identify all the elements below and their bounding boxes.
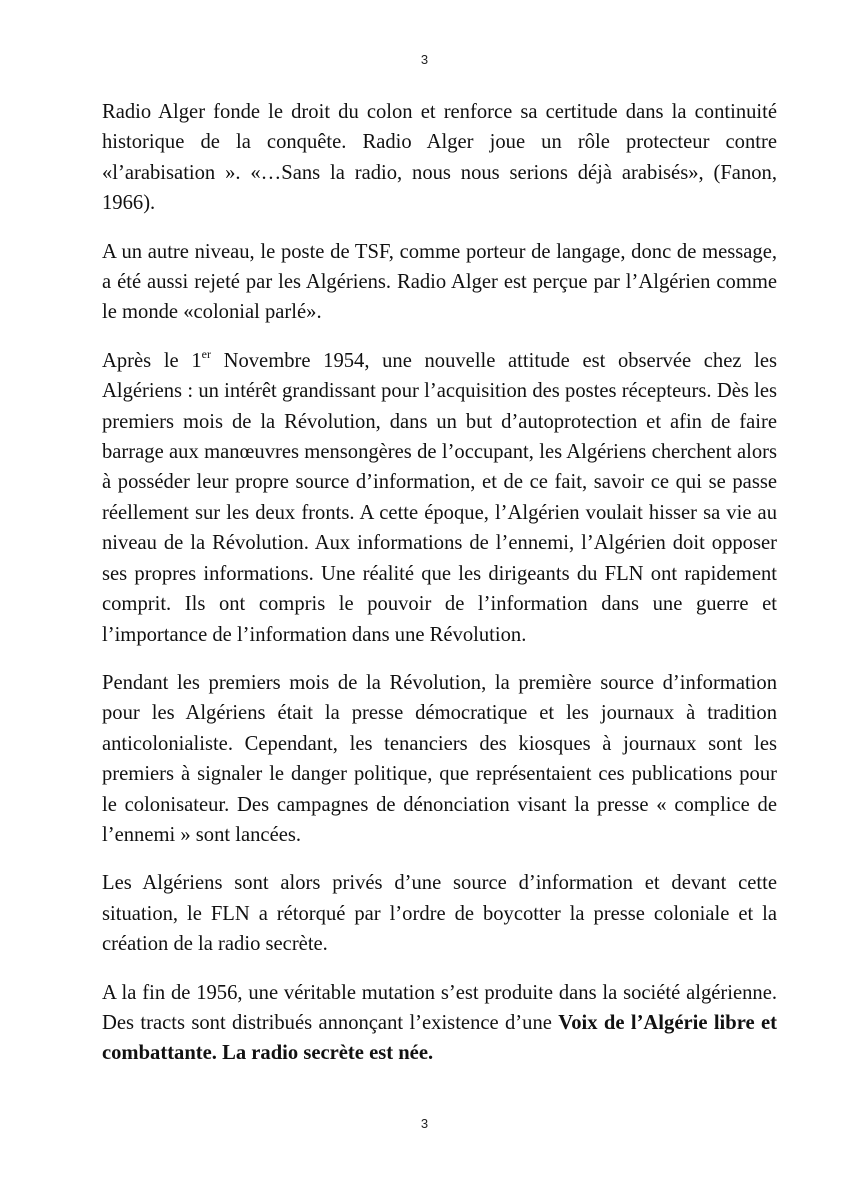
paragraph-text: A la fin de 1956, une véritable mutation s’est produite dans la société algérienne. Des tracts sont distribués annonçant l’existence d’une [102,981,777,1034]
paragraph-boycott [102,868,777,959]
paragraph-text: Pendant les premiers mois de la Révolution, la première source d’information pour les Algériens était la presse démocratique et les journaux à tradition anticolonialiste. Cependant, les tenanciers des kiosques à journaux sont les premiers à signaler le danger politique, que représentaient ces publications pour le colonisateur. Des campagnes de dénonciation visant la presse « complice de l’ennemi » sont lancées. [102,671,777,846]
paragraph-radio-alger [102,97,777,219]
page-number-bottom: 3 [420,1116,429,1131]
paragraph-text: A un autre niveau, le poste de TSF, comme porteur de langage, donc de message, a été aussi rejeté par les Algériens. Radio Alger est perçue par l’Algérien comme le monde «colonial parlé». [102,240,777,324]
paragraph-radio-secrete [102,978,777,1069]
paragraph-novembre-1954 [102,346,777,650]
document-body [102,97,777,1087]
paragraph-text: Les Algériens sont alors privés d’une source d’information et devant cette situation, le FLN a rétorqué par l’ordre de boycotter la presse coloniale et la création de la radio secrète. [102,872,777,956]
paragraph-text-start: Après le 1 [102,349,202,372]
paragraph-text-rest: Novembre 1954, une nouvelle attitude est observée chez les Algériens : un intérêt grandissant pour l’acquisition des postes récepteurs. Dès les premiers mois de la Révolution, dans un but d’autoprotection et afin de faire barrage aux manœuvres mensongères de l’occupant, les Algériens cherchent alors à posséder leur propre source d’information, et de ce fait, savoir ce qui se passe réellement sur les deux fronts. A cette époque, l’Algérien voulait hisser sa vie au niveau de la Révolution. Aux informations de l’ennemi, l’Algérien doit opposer ses propres informations. Une réalité que les dirigeants du FLN ont rapidement comprit. Ils ont compris le pouvoir de l’information dans une guerre et l’importance de l’information dans une Révolution. [102,349,778,646]
paragraph-text: Radio Alger fonde le droit du colon et renforce sa certitude dans la continuité historique de la conquête. Radio Alger joue un rôle protecteur contre «l’arabisation ». «…Sans la radio, nous nous serions déjà arabisés», (Fanon, 1966). [102,101,777,215]
paragraph-presse [102,668,777,850]
page-number-top: 3 [420,52,429,67]
superscript-er: er [201,346,211,361]
paragraph-tsf [102,237,777,328]
bold-text-voix-algerie: Voix de l’Algérie libre et combattante. La radio secrète est née. [102,1011,777,1065]
